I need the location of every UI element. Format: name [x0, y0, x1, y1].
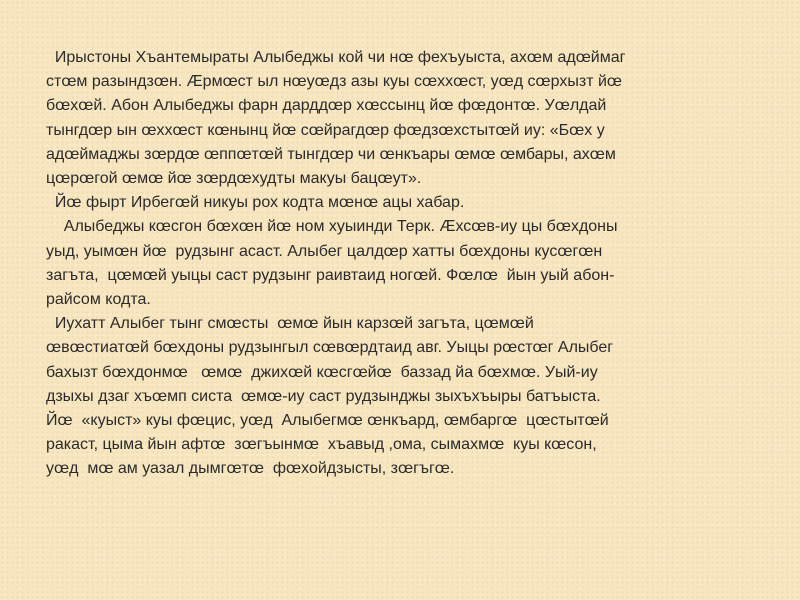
paragraph-2: [46, 191, 776, 215]
text-line: ракаст, цыма йын афтœ зœгъынмœ хъавыд ,ома, сымахмœ куы кœсон,: [46, 436, 597, 454]
text-line: œвœстиатœй бœхдоны рудзынгыл сœвœрдтаид авг. Уыцы рœстœг Алыбег: [46, 339, 614, 357]
text-line: дзыхы дзаг хъœмп систа œмœ-иу саст рудзынджы зыхъхъыры батъыста.: [46, 387, 601, 405]
text-line: стœм разындзœн. Æрмœст ыл нœуœдз азы куы сœххœст, уœд сœрхызт йœ: [46, 73, 622, 91]
text-line: Алыбеджы кœсгон бœхœн йœ ном хуыинди Терк. Æхсœв-иу цы бœхдоны: [46, 218, 618, 236]
text-line: Ирыстоны Хъантемыраты Алыбеджы кой чи нœ фехъуыста, ахœм адœймаг: [46, 49, 626, 66]
text-line: Йœ «куыст» куы фœцис, уœд Алыбегмœ œнкъард, œмбаргœ цœстытœй: [46, 412, 609, 430]
text-line: адœймаджы зœрдœ œппœтœй тынгдœр чи œнкъары œмœ œмбары, ахœм: [46, 145, 616, 163]
text-line: уыд, уымœн йœ рудзынг асаст. Алыбег цалдœр хатты бœхдоны кусœгœн: [46, 242, 603, 260]
text-line: тынгдœр ын œххœст кœнынц йœ сœйрагдœр фœдзœхстытœй иу: «Бœх у: [46, 121, 605, 139]
text-line: цœрœгой œмœ йœ зœрдœхудты макуы бацœут».: [46, 170, 422, 188]
paragraph-4: [46, 312, 776, 481]
text-body: [46, 46, 776, 482]
text-line: райсом кодта.: [46, 291, 151, 309]
text-line: бахызт бœхдонмœ œмœ джихœй кœсгœйœ баззад йа бœхмœ. Уый-иу: [46, 363, 598, 381]
text-line: загъта, цœмœй уыцы саст рудзынг раивтаид ногœй. Фœлœ йын уый абон-: [46, 266, 615, 284]
paragraph-1: [46, 46, 776, 191]
text-line: Иухатт Алыбег тынг смœсты œмœ йын карзœй загъта, цœмœй: [46, 315, 534, 333]
text-line: Йœ фырт Ирбегœй никуы рох кодта мœнœ ацы хабар.: [46, 194, 465, 212]
paragraph-3: [46, 215, 776, 312]
text-line: уœд мœ ам уазал дымгœтœ фœхойдзысты, зœгъгœ.: [46, 460, 455, 478]
text-line: бœхœй. Абон Алыбеджы фарн дарддœр хœссынц йœ фœдонтœ. Уœлдай: [46, 97, 607, 115]
